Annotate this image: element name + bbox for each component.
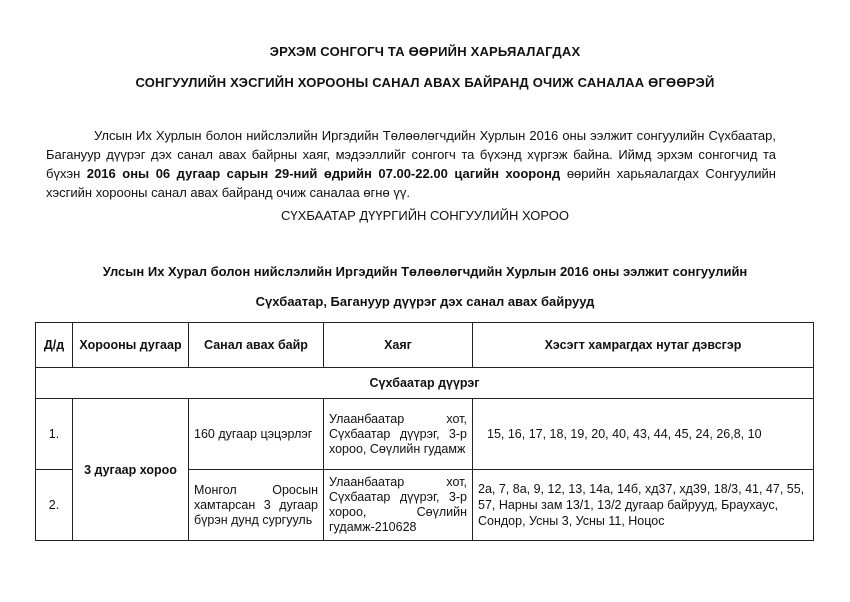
header-line-1: ЭРХЭМ СОНГОГЧ ТА ӨӨРИЙН ХАРЬЯАЛАГДАХ: [269, 44, 581, 59]
table-row: [36, 399, 814, 470]
header-num: Д/д: [36, 323, 73, 368]
district-name: Сүхбаатар дүүрэг: [36, 368, 814, 399]
row-place: 160 дугаар цэцэрлэг: [189, 399, 324, 470]
header-address: Хаяг: [324, 323, 473, 368]
intro-text-1: Улсын Их Хурлын болон нийслэлийн Иргэдийн Төлөөлөгчдийн Хурлын 2016 оны ээлжит сонгуулийн Сүхбаатар, Багануур дүүрэг дэх санал авах байрны хаяг, мэдээллийг сонгогч та бүхэнд хүргэж байна. Иймд эрхэм сонгогчид та бүхэн: [46, 128, 776, 181]
table-header-row: [36, 323, 814, 368]
header-area: Хэсэгт хамрагдах нутаг дэвсгэр: [473, 323, 814, 368]
committee-title: СҮХБААТАР ДҮҮРГИЙН СОНГУУЛИЙН ХОРОО: [281, 208, 569, 223]
row-address: Улаанбаатар хот, Сүхбаатар дүүрэг, 3-р хороо, Сөүлийн гудамж-210628: [324, 470, 473, 541]
table-title-line-2: Сүхбаатар, Багануур дүүрэг дэх санал авах байрууд: [255, 294, 595, 309]
table-title-line-1: Улсын Их Хурал болон нийслэлийн Иргэдийн Төлөөлөгчдийн Хурлын 2016 оны ээлжит сонгуулийн: [102, 264, 748, 279]
row-num: 2.: [36, 470, 73, 541]
row-num: 1.: [36, 399, 73, 470]
header-line-2: СОНГУУЛИЙН ХЭСГИЙН ХОРООНЫ САНАЛ АВАХ БАЙРАНД ОЧИЖ САНАЛАА ӨГӨӨРЭЙ: [135, 75, 715, 90]
intro-paragraph: [46, 126, 776, 202]
header-place: Санал авах байр: [189, 323, 324, 368]
row-address: Улаанбаатар хот, Сүхбаатар дүүрэг, 3-р хороо, Сөүлийн гудамж: [324, 399, 473, 470]
khoroo-number: 3 дугаар хороо: [73, 399, 189, 541]
row-area: 2а, 7, 8а, 9, 12, 13, 14а, 14б, хд37, хд39, 18/3, 41, 47, 55, 57, Нарны зам 13/1, 13/2 дугаар байрууд, Браухаус, Сондор, Усны 3, Усны 11, Ноцос: [473, 470, 814, 541]
polling-stations-table: [35, 322, 814, 541]
row-place: Монгол Оросын хамтарсан 3 дугаар бүрэн дунд сургууль: [189, 470, 324, 541]
district-row: [36, 368, 814, 399]
intro-date-bold: 2016 оны 06 дугаар сарын 29-ний өдрийн 07.00-22.00 цагийн хооронд: [86, 166, 561, 181]
intro-text-2: өөрийн харьяалагдах Сонгуулийн хэсгийн хорооны санал авах байранд очиж саналаа өгнө үү.: [46, 166, 776, 200]
row-area: 15, 16, 17, 18, 19, 20, 40, 43, 44, 45, 24, 26,8, 10: [473, 399, 814, 470]
header-khoroo: Хорооны дугаар: [73, 323, 189, 368]
